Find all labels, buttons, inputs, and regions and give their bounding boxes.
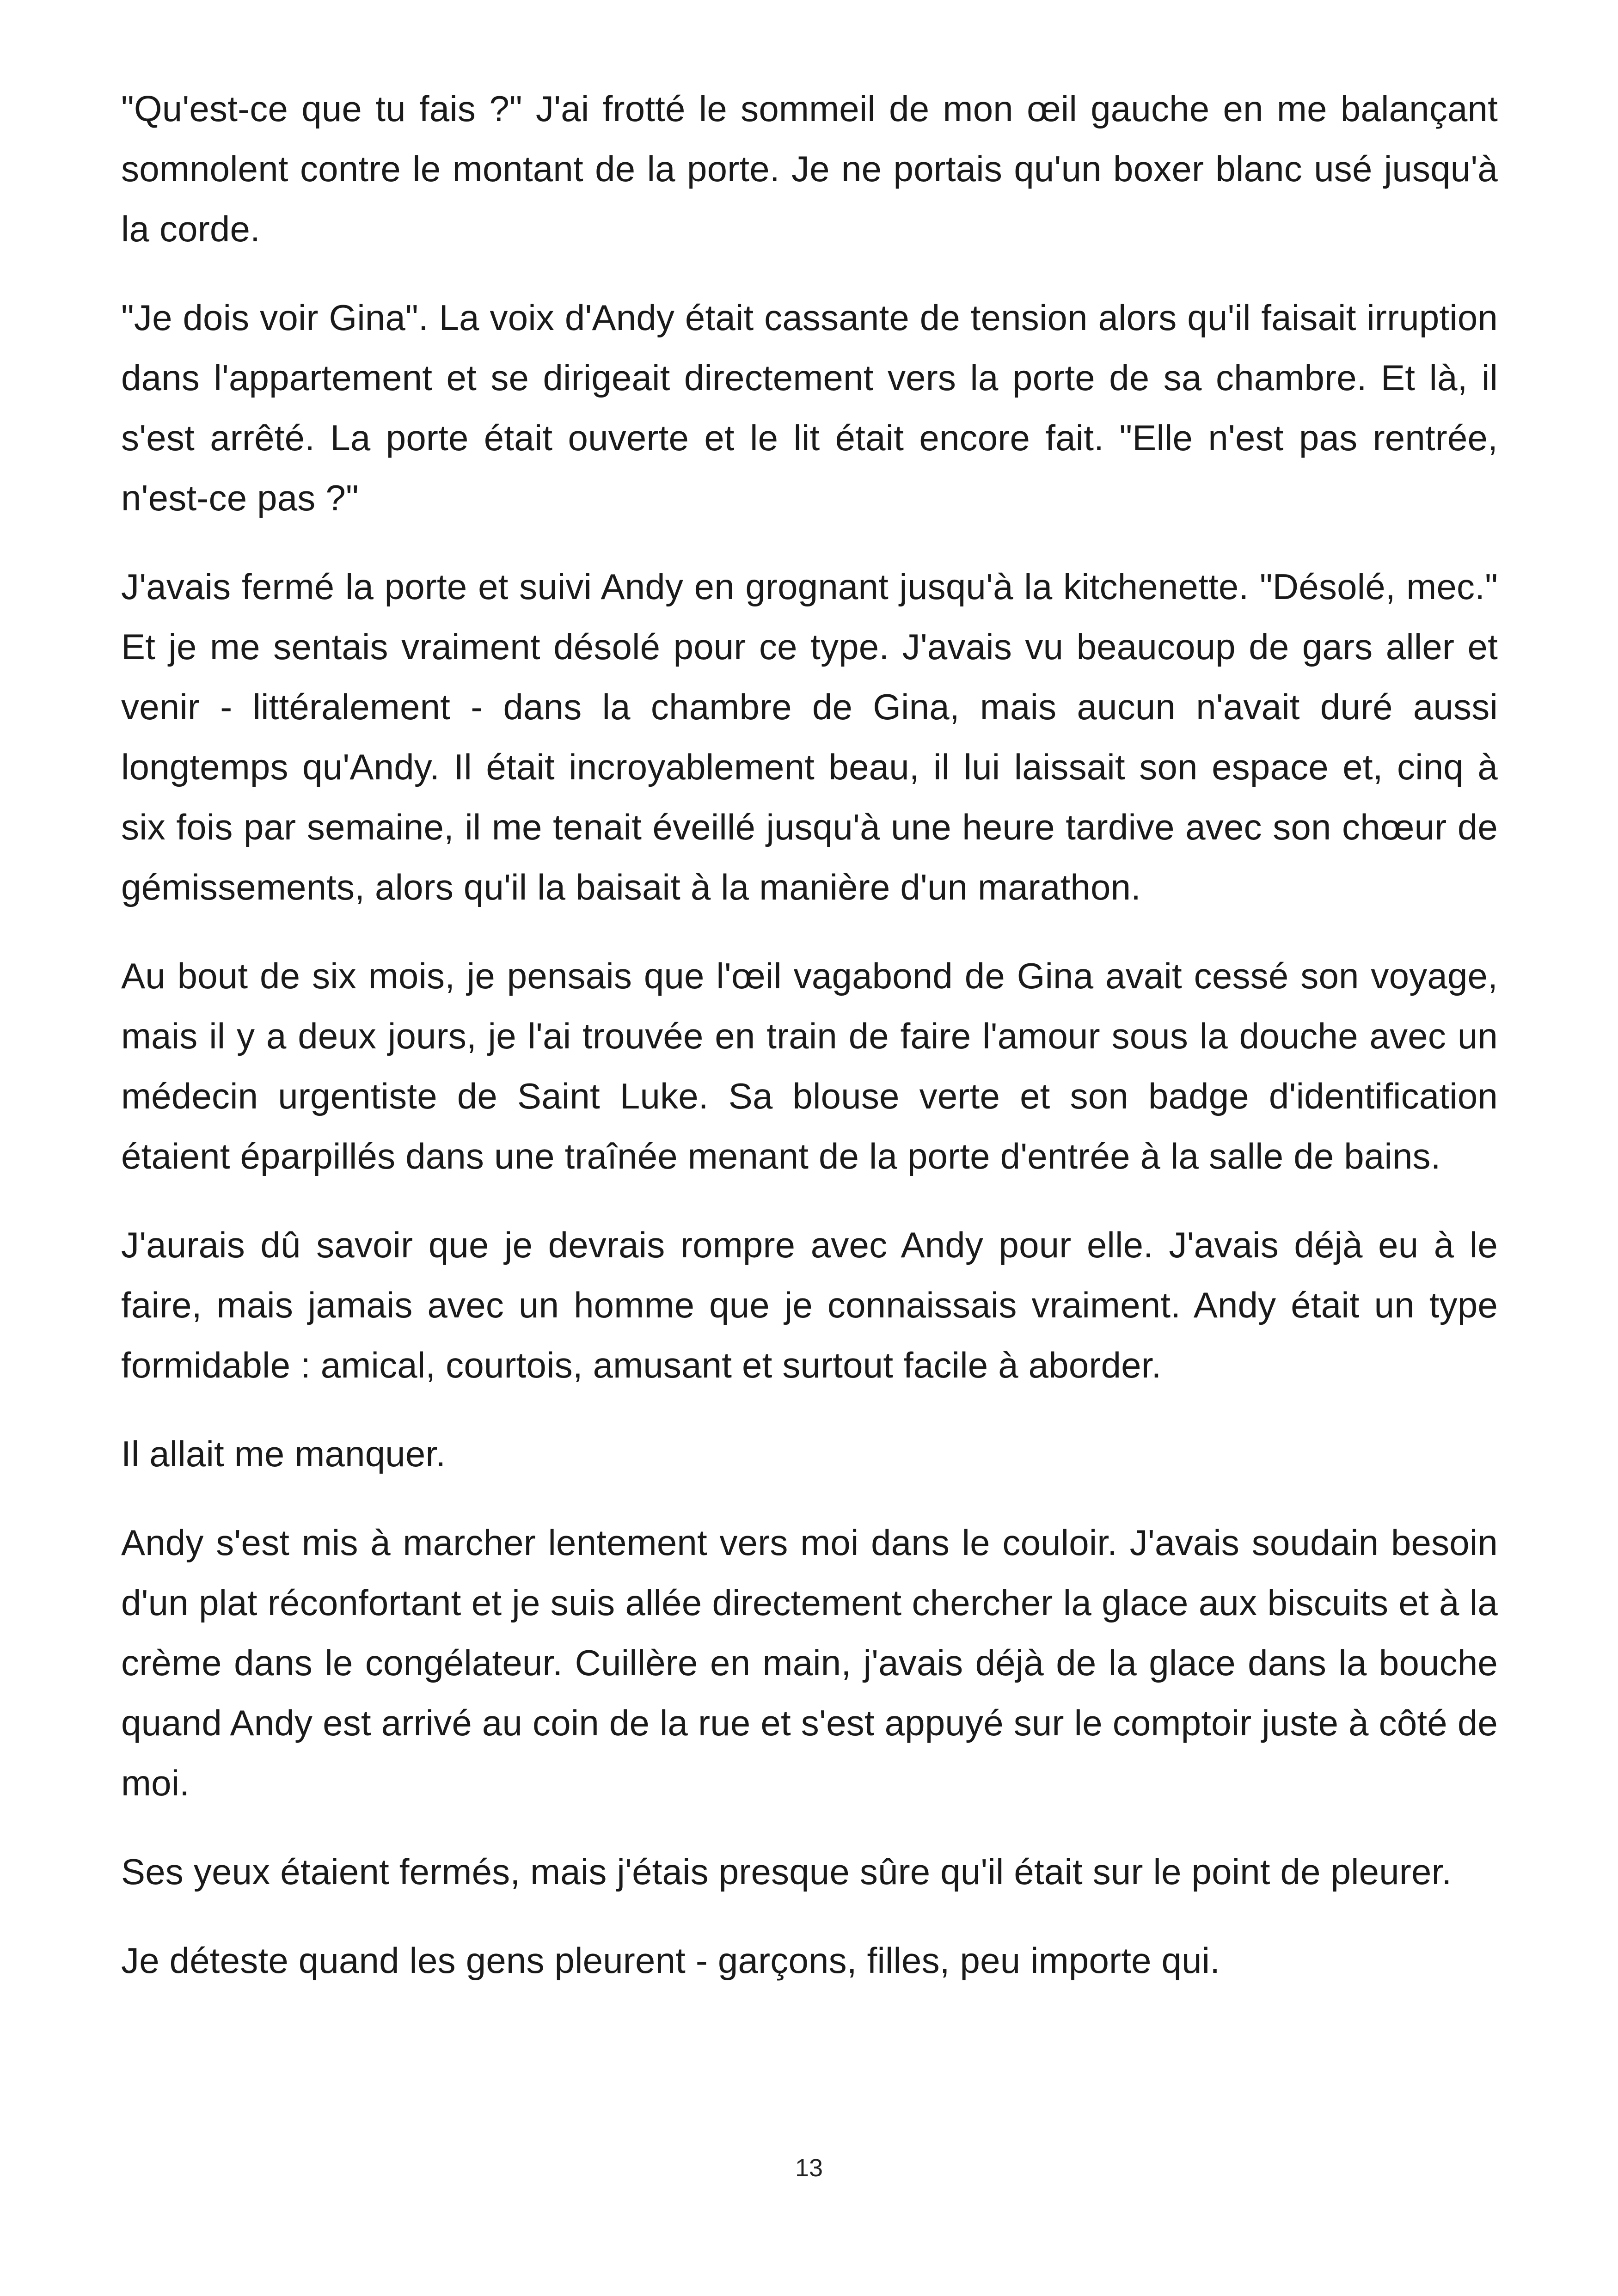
paragraph-6: Il allait me manquer. [121,1433,446,1474]
paragraph-7: Andy s'est mis à marcher lentement vers moi dans le couloir. J'avais soudain besoin d'un plat réconfortant et je suis allée directement chercher la glace aux biscuits et à la crème dans le congélateur. Cuillère en main, j'avais déjà de la glace dans la bouche quand Andy est arrivé au coin de la rue et s'est appuyé sur le comptoir juste à côté de moi. [121,1522,1498,1803]
paragraph-2: "Je dois voir Gina". La voix d'Andy était cassante de tension alors qu'il faisait irruption dans l'appartement et se dirigeait directement vers la porte de sa chambre. Et là, il s'est arrêté. La porte était ouverte et le lit était encore fait. "Elle n'est pas rentrée, n'est-ce pas ?" [121,297,1498,518]
paragraph-1: "Qu'est-ce que tu fais ?" J'ai frotté le sommeil de mon œil gauche en me balançant somnolent contre le montant de la porte. Je ne portais qu'un boxer blanc usé jusqu'à la corde. [121,88,1498,249]
page-number: 13 [795,2154,823,2182]
paragraph-4: Au bout de six mois, je pensais que l'œil vagabond de Gina avait cessé son voyage, mais il y a deux jours, je l'ai trouvée en train de faire l'amour sous la douche avec un médecin urgentiste de Saint Luke. Sa blouse verte et son badge d'identification étaient éparpillés dans une traînée menant de la porte d'entrée à la salle de bains. [121,955,1498,1176]
body-text [121,79,1498,2019]
paragraph-9: Je déteste quand les gens pleurent - garçons, filles, peu importe qui. [121,1940,1220,1981]
paragraph-3: J'avais fermé la porte et suivi Andy en grognant jusqu'à la kitchenette. "Désolé, mec." Et je me sentais vraiment désolé pour ce type. J'avais vu beaucoup de gars aller et venir - littéralement - dans la chambre de Gina, mais aucun n'avait duré aussi longtemps qu'Andy. Il était incroyablement beau, il lui laissait son espace et, cinq à six fois par semaine, il me tenait éveillé jusqu'à une heure tardive avec son chœur de gémissements, alors qu'il la baisait à la manière d'un marathon. [121,566,1498,907]
paragraph-5: J'aurais dû savoir que je devrais rompre avec Andy pour elle. J'avais déjà eu à le faire, mais jamais avec un homme que je connaissais vraiment. Andy était un type formidable : amical, courtois, amusant et surtout facile à aborder. [121,1225,1498,1385]
paragraph-8: Ses yeux étaient fermés, mais j'étais presque sûre qu'il était sur le point de pleurer. [121,1851,1452,1892]
